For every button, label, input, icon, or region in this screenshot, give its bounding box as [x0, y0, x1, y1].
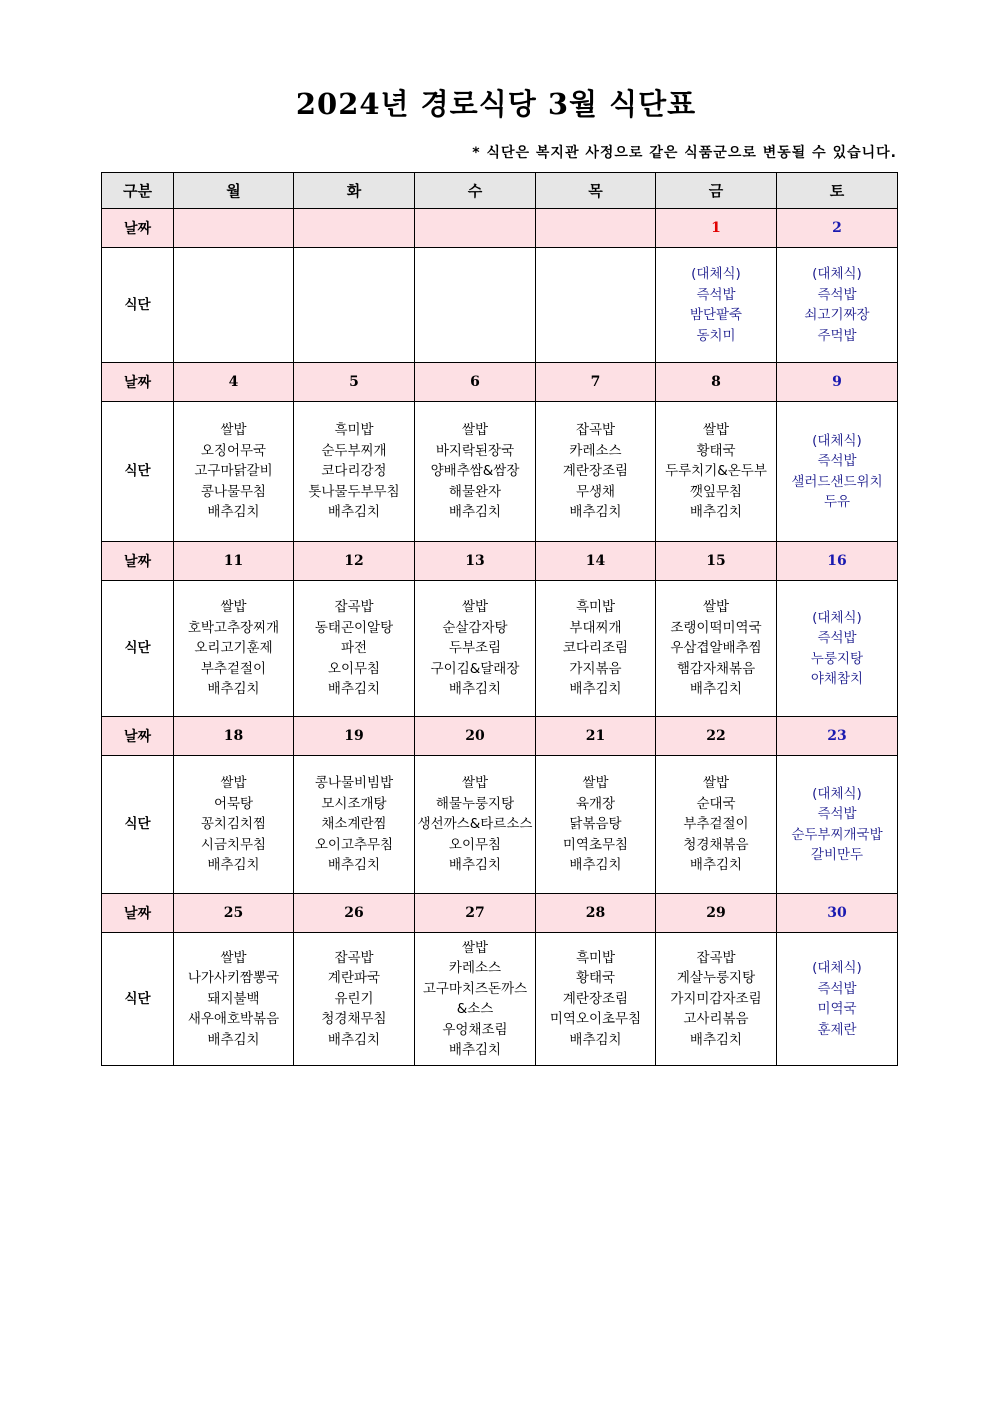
date-cell: 22 — [656, 717, 777, 756]
menu-item: 밤단팥죽 — [689, 307, 743, 323]
meal-cell — [656, 402, 777, 542]
menu-item: 계란장조림 — [562, 990, 629, 1007]
date-cell: 7 — [536, 363, 656, 402]
meal-cell — [174, 402, 294, 542]
menu-item: 즉석밥 — [817, 806, 857, 822]
menu-item: 미역국 — [817, 1001, 857, 1017]
meal-cell — [656, 933, 777, 1066]
menu-item: 쌀밥 — [461, 422, 489, 439]
menu-item: 오이무침 — [448, 836, 502, 853]
menu-item: 꽁치김치찜 — [200, 816, 267, 833]
menu-item: 청경채무침 — [321, 1011, 387, 1028]
menu-item: 훈제란 — [817, 1021, 857, 1038]
date-row-label: 날짜 — [102, 542, 174, 581]
menu-item: 순살감자탕 — [442, 619, 508, 636]
menu-item: 갈비만두 — [810, 847, 864, 863]
menu-item: 배추김치 — [448, 504, 502, 521]
meal-cell — [777, 756, 898, 894]
meal-schedule-table — [101, 172, 898, 1066]
menu-item: 즉석밥 — [817, 980, 857, 997]
date-cell — [415, 209, 536, 248]
menu-item: (대체식) — [812, 785, 862, 802]
menu-item: 동치미 — [696, 327, 736, 344]
menu-item: 깻잎무침 — [689, 483, 743, 500]
date-cell: 26 — [294, 894, 415, 933]
header-thursday: 목 — [536, 173, 656, 209]
menu-item: 조랭이떡미역국 — [670, 619, 762, 636]
menu-item: 두부조림 — [448, 640, 502, 657]
menu-item: 고사리볶음 — [683, 1011, 749, 1028]
date-cell: 15 — [656, 542, 777, 581]
menu-item: 배추김치 — [569, 681, 622, 698]
menu-item: 미역초무침 — [562, 836, 629, 853]
menu-item: 청경채볶음 — [683, 836, 749, 853]
menu-item: 배추김치 — [689, 504, 743, 521]
menu-item: 잡곡밥 — [334, 949, 374, 966]
menu-item: 샐러드샌드위치 — [791, 473, 883, 490]
meal-cell — [777, 581, 898, 717]
menu-item: 고구마닭갈비 — [194, 463, 273, 480]
meal-row — [102, 402, 898, 542]
menu-item: 배추김치 — [569, 1031, 622, 1048]
menu-item: 오이무침 — [327, 660, 381, 677]
date-row — [102, 542, 898, 581]
date-cell: 1 — [656, 209, 777, 248]
menu-item: 카레소스 — [448, 960, 502, 976]
menu-item: 유린기 — [334, 990, 374, 1007]
date-row-label: 날짜 — [102, 894, 174, 933]
meal-cell — [656, 756, 777, 894]
menu-item: 쌀밥 — [702, 422, 730, 439]
menu-item: 동태곤이알탕 — [314, 619, 394, 636]
menu-item: 계란파국 — [327, 970, 381, 987]
menu-item: 순두부찌개 — [321, 442, 387, 459]
menu-item: 즉석밥 — [817, 453, 857, 469]
meal-cell — [415, 933, 536, 1066]
menu-item: 황태국 — [696, 442, 736, 459]
menu-item: 오징어무국 — [200, 442, 267, 459]
menu-item: (대체식) — [812, 960, 862, 976]
meal-cell — [294, 248, 415, 363]
date-cell: 12 — [294, 542, 415, 581]
meal-row — [102, 248, 898, 363]
menu-item: 채소계란찜 — [321, 816, 387, 833]
date-cell: 13 — [415, 542, 536, 581]
menu-item: 흑미밥 — [575, 949, 616, 966]
date-cell: 11 — [174, 542, 294, 581]
menu-item: 어묵탕 — [213, 795, 254, 812]
date-cell — [536, 209, 656, 248]
menu-item: 우삼겹알배추찜 — [670, 640, 762, 657]
menu-item: 배추김치 — [207, 1031, 260, 1048]
date-cell: 6 — [415, 363, 536, 402]
menu-item: 배추김치 — [448, 681, 502, 698]
meal-cell — [174, 933, 294, 1066]
menu-item: 닭볶음탕 — [569, 816, 622, 833]
menu-item: 무생채 — [575, 483, 616, 500]
meal-cell — [174, 756, 294, 894]
menu-item: 쌀밥 — [461, 775, 489, 792]
meal-cell — [294, 581, 415, 717]
menu-item: 미역오이초무침 — [549, 1011, 642, 1028]
menu-item: 배추김치 — [327, 1031, 381, 1048]
header-wednesday: 수 — [415, 173, 536, 209]
menu-item: 햄감자채볶음 — [676, 660, 756, 677]
menu-item: 배추김치 — [207, 504, 260, 521]
date-cell — [174, 209, 294, 248]
menu-item: 쇠고기짜장 — [804, 307, 870, 323]
meal-row — [102, 933, 898, 1066]
meal-cell — [174, 248, 294, 363]
menu-item: &소스 — [456, 1001, 494, 1017]
date-row — [102, 717, 898, 756]
menu-item: 부추겉절이 — [200, 660, 267, 677]
header-row — [102, 173, 898, 209]
menu-item: 야채참치 — [810, 671, 864, 687]
menu-item: 쌀밥 — [461, 599, 489, 616]
meal-cell — [415, 248, 536, 363]
date-cell: 4 — [174, 363, 294, 402]
menu-item: 배추김치 — [569, 504, 622, 521]
menu-item: (대체식) — [691, 266, 741, 282]
menu-item: 파전 — [340, 640, 368, 657]
menu-item: 순두부찌개국밥 — [791, 826, 883, 843]
menu-item: 쌀밥 — [461, 939, 489, 956]
meal-cell — [536, 248, 656, 363]
menu-item: 오리고기훈제 — [194, 640, 273, 657]
menu-item: 콩나물무침 — [200, 483, 267, 500]
meal-cell — [536, 581, 656, 717]
menu-item: 쌀밥 — [220, 422, 247, 439]
menu-item: 구이김&달래장 — [430, 660, 520, 677]
meal-cell — [536, 756, 656, 894]
menu-item: (대체식) — [812, 609, 862, 626]
date-cell: 19 — [294, 717, 415, 756]
meal-cell — [294, 756, 415, 894]
menu-item: 쌀밥 — [220, 599, 247, 616]
menu-item: 육개장 — [575, 795, 616, 812]
menu-item: 쌀밥 — [220, 775, 247, 792]
menu-item: 즉석밥 — [817, 630, 857, 646]
menu-item: 카레소스 — [569, 442, 622, 459]
meal-row — [102, 581, 898, 717]
menu-item: 부추겉절이 — [683, 816, 749, 833]
menu-item: 잡곡밥 — [696, 949, 736, 966]
menu-item: 즉석밥 — [817, 286, 857, 303]
header-monday: 월 — [174, 173, 294, 209]
meal-cell — [777, 402, 898, 542]
meal-cell — [656, 581, 777, 717]
menu-item: 부대찌개 — [569, 619, 622, 636]
date-cell: 20 — [415, 717, 536, 756]
meal-cell — [777, 933, 898, 1066]
date-row — [102, 209, 898, 248]
menu-item: 배추김치 — [327, 857, 381, 874]
menu-item: 배추김치 — [689, 857, 743, 874]
menu-item: 돼지불백 — [207, 990, 260, 1007]
menu-item: 시금치무침 — [200, 836, 267, 853]
menu-item: 게살누룽지탕 — [676, 970, 756, 987]
meal-cell — [294, 933, 415, 1066]
date-cell: 8 — [656, 363, 777, 402]
date-cell: 5 — [294, 363, 415, 402]
meal-row — [102, 756, 898, 894]
date-cell: 2 — [777, 209, 898, 248]
meal-row-label: 식단 — [102, 248, 174, 363]
meal-cell — [536, 402, 656, 542]
menu-item: 나가사키짬뽕국 — [187, 970, 280, 987]
menu-item: 고구마치즈돈까스 — [422, 980, 528, 997]
date-row-label: 날짜 — [102, 209, 174, 248]
meal-cell — [777, 248, 898, 363]
menu-item: 두루치기&온두부 — [665, 463, 767, 480]
menu-item: 배추김치 — [569, 857, 622, 874]
menu-item: 잡곡밥 — [334, 599, 374, 616]
menu-item: 배추김치 — [448, 857, 502, 874]
menu-item: 배추김치 — [207, 857, 260, 874]
meal-cell — [656, 248, 777, 363]
menu-item: 배추김치 — [327, 681, 381, 698]
menu-item: 배추김치 — [689, 1031, 743, 1048]
menu-item: 콩나물비빔밥 — [314, 775, 394, 792]
menu-item: 잡곡밥 — [575, 422, 616, 439]
menu-item: 오이고추무침 — [314, 836, 394, 853]
menu-item: 코다리강정 — [321, 463, 387, 480]
menu-item: 양배추쌈&쌈장 — [430, 463, 520, 480]
meal-cell — [174, 581, 294, 717]
header-category: 구분 — [102, 173, 174, 209]
date-row — [102, 363, 898, 402]
page-title: 2024년 경로식당 3월 식단표 — [295, 87, 697, 121]
menu-item: 모시조개탕 — [321, 795, 387, 812]
menu-item: 쌀밥 — [702, 599, 730, 616]
date-cell: 16 — [777, 542, 898, 581]
date-cell: 28 — [536, 894, 656, 933]
date-row — [102, 894, 898, 933]
menu-item: 누룽지탕 — [810, 650, 864, 667]
date-cell: 27 — [415, 894, 536, 933]
meal-row-label: 식단 — [102, 402, 174, 542]
menu-item: 계란장조림 — [562, 463, 629, 480]
date-cell: 29 — [656, 894, 777, 933]
menu-item: 황태국 — [575, 970, 616, 987]
menu-item: 가지볶음 — [569, 660, 622, 677]
header-tuesday: 화 — [294, 173, 415, 209]
date-row-label: 날짜 — [102, 717, 174, 756]
menu-item: 코다리조림 — [562, 640, 629, 657]
date-cell: 14 — [536, 542, 656, 581]
menu-item: 바지락된장국 — [435, 442, 515, 459]
meal-row-label: 식단 — [102, 933, 174, 1066]
menu-item: 우엉채조림 — [442, 1021, 508, 1038]
menu-item: 쌀밥 — [220, 949, 247, 966]
menu-item: 호박고추장찌개 — [187, 619, 280, 636]
meal-cell — [415, 402, 536, 542]
date-cell: 25 — [174, 894, 294, 933]
menu-item: (대체식) — [812, 432, 862, 449]
menu-item: 주먹밥 — [817, 327, 857, 344]
menu-item: 쌀밥 — [702, 775, 730, 792]
date-cell — [294, 209, 415, 248]
meal-cell — [536, 933, 656, 1066]
menu-item: 톳나물두부무침 — [308, 483, 400, 500]
menu-item: 배추김치 — [207, 681, 260, 698]
date-cell: 23 — [777, 717, 898, 756]
notice-text: * 식단은 복지관 사정으로 같은 식품군으로 변동될 수 있습니다. — [472, 145, 897, 161]
menu-item: 해물완자 — [448, 483, 502, 500]
menu-item: 새우애호박볶음 — [187, 1011, 280, 1028]
menu-item: 배추김치 — [689, 681, 743, 698]
menu-item: 순대국 — [696, 795, 736, 812]
menu-item: 흑미밥 — [334, 422, 374, 439]
menu-item: 해물누룽지탕 — [435, 795, 515, 812]
menu-item: 생선까스&타르소스 — [417, 816, 533, 833]
menu-item: 가지미감자조림 — [670, 990, 762, 1007]
menu-item: 두유 — [823, 494, 851, 510]
meal-row-label: 식단 — [102, 581, 174, 717]
meal-cell — [294, 402, 415, 542]
meal-row-label: 식단 — [102, 756, 174, 894]
meal-cell — [415, 756, 536, 894]
menu-item: 흑미밥 — [575, 599, 616, 616]
date-row-label: 날짜 — [102, 363, 174, 402]
date-cell: 18 — [174, 717, 294, 756]
menu-item: 쌀밥 — [582, 775, 609, 792]
menu-item: 즉석밥 — [696, 286, 736, 303]
menu-item: (대체식) — [812, 266, 862, 282]
menu-item: 배추김치 — [327, 504, 381, 521]
header-friday: 금 — [656, 173, 777, 209]
menu-item: 배추김치 — [448, 1042, 502, 1058]
date-cell: 30 — [777, 894, 898, 933]
meal-cell — [415, 581, 536, 717]
header-saturday: 토 — [777, 173, 898, 209]
date-cell: 9 — [777, 363, 898, 402]
date-cell: 21 — [536, 717, 656, 756]
